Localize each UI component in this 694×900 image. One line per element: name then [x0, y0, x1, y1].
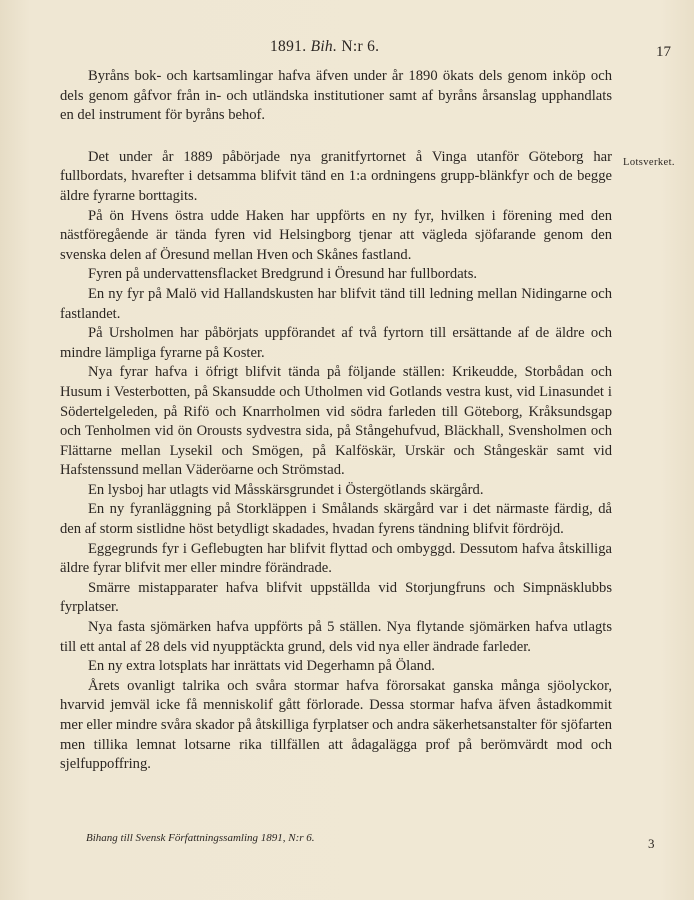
paragraph: På ön Hvens östra udde Haken har uppförts en ny fyr, hvilken i förening med den nästföregående är tända fyren vid Helsingborg tjenar att vägleda sjöfarande genom den svenska delen af Öresund mellan Hven och Skånes fastland. — [60, 207, 612, 263]
paragraph: En ny fyranläggning på Storkläppen i Smålands skärgård var i det närmaste färdig, då den af storm sistlidne höst betydligt skadades, hvadan fyrens tändning blifvit fördröjd. — [60, 501, 612, 538]
paragraph: Nya fyrar hafva i öfrigt blifvit tända på följande ställen: Krikeudde, Storbådan och Husum i Vesterbotten, på Skansudde och Utholmen vid Gotlands vestra kust, vid Linasundet i Södertelgeleden, på Rifö och Knarrholmen vid södra farleden till Göteborg, Kråksundsgap och Tenholmen vid ön Orousts sydvestra sida, på Stångehufvud, Bläckhall, Svensholmen och Flättarne mellan Lysekil och Smögen, på Kalföskär, Urskär och Stångeskär samt vid Hafstenssund mellan Väderöarne och Strömstad. — [60, 364, 612, 479]
paragraph: På Ursholmen har påbörjats uppförandet af två fyrtorn till ersättande af de äldre och mindre lämpliga fyrarne på Koster. — [60, 325, 612, 361]
paragraph: En ny extra lotsplats har inrättats vid Degerhamn på Öland. — [88, 658, 435, 675]
paragraph: Eggegrunds fyr i Geflebugten har blifvit flyttad och ombyggd. Dessutom hafva åtskilliga äldre fyrar blifvit mer eller mindre förändrade. — [60, 540, 612, 577]
header-year: 1891. — [270, 38, 307, 55]
paragraph: Årets ovanligt talrika och svåra stormar hafva förorsakat ganska många sjöolyckor, hvarvid jemväl icke få menniskolif gått förlorade. Dessa stormar hafva äfven åstadkommit mer eller mindre svåra skador på åtskilliga fyrplatser och andra säkerhetsanstalter för sjöfarten men tillika lemnat lotsarne rika tillfällen att ådagalägga prof på berömvärdt mod och sjelfuppoffring. — [60, 677, 612, 773]
paragraph: Byråns bok- och kartsamlingar hafva äfven under år 1890 ökats dels genom inköp och dels genom gåfvor från in- och utländska institutioner samt af byråns årsanslag upphandlats en del instrument för byråns behof. — [60, 68, 612, 124]
paragraph: Nya fasta sjömärken hafva uppförts på 5 ställen. Nya flytande sjömärken hafva utlagts till ett antal af 28 dels vid nyupptäckta grund, dels vid nya eller ändrade farleder. — [60, 619, 612, 655]
header-series: Bih. — [310, 38, 338, 55]
signature-number: 3 — [648, 836, 655, 851]
page-header — [0, 38, 694, 58]
body-text — [60, 67, 612, 775]
paragraph: Fyren på undervattensflacket Bredgrund i Öresund har fullbordats. — [88, 266, 478, 283]
paragraph: En lysboj har utlagts vid Måsskärsgrundet i Östergötlands skärgård. — [88, 481, 484, 498]
paragraph: Smärre mistapparater hafva blifvit uppställda vid Storjungfruns och Simpnäsklubbs fyrplatser. — [60, 579, 612, 616]
header-number: N:r 6. — [341, 38, 380, 55]
page-footer: Bihang till Svensk Författningssamling 1891, N:r 6. — [86, 832, 315, 844]
margin-note: Lotsverket. — [623, 157, 675, 168]
page-number: 17 — [656, 44, 671, 60]
paragraph: En ny fyr på Malö vid Hallandskusten har blifvit tänd till ledning mellan Nidingarne och fastlandet. — [60, 285, 612, 322]
running-head — [270, 38, 379, 56]
paragraph: Det under år 1889 påbörjade nya granitfyrtornet å Vinga utanför Göteborg har fullbordats, hvarefter i detsamma blifvit tänd en 1:a ordningens grupp-blänkfyr och de begge äldre fyrarne borttagits. — [60, 148, 612, 204]
